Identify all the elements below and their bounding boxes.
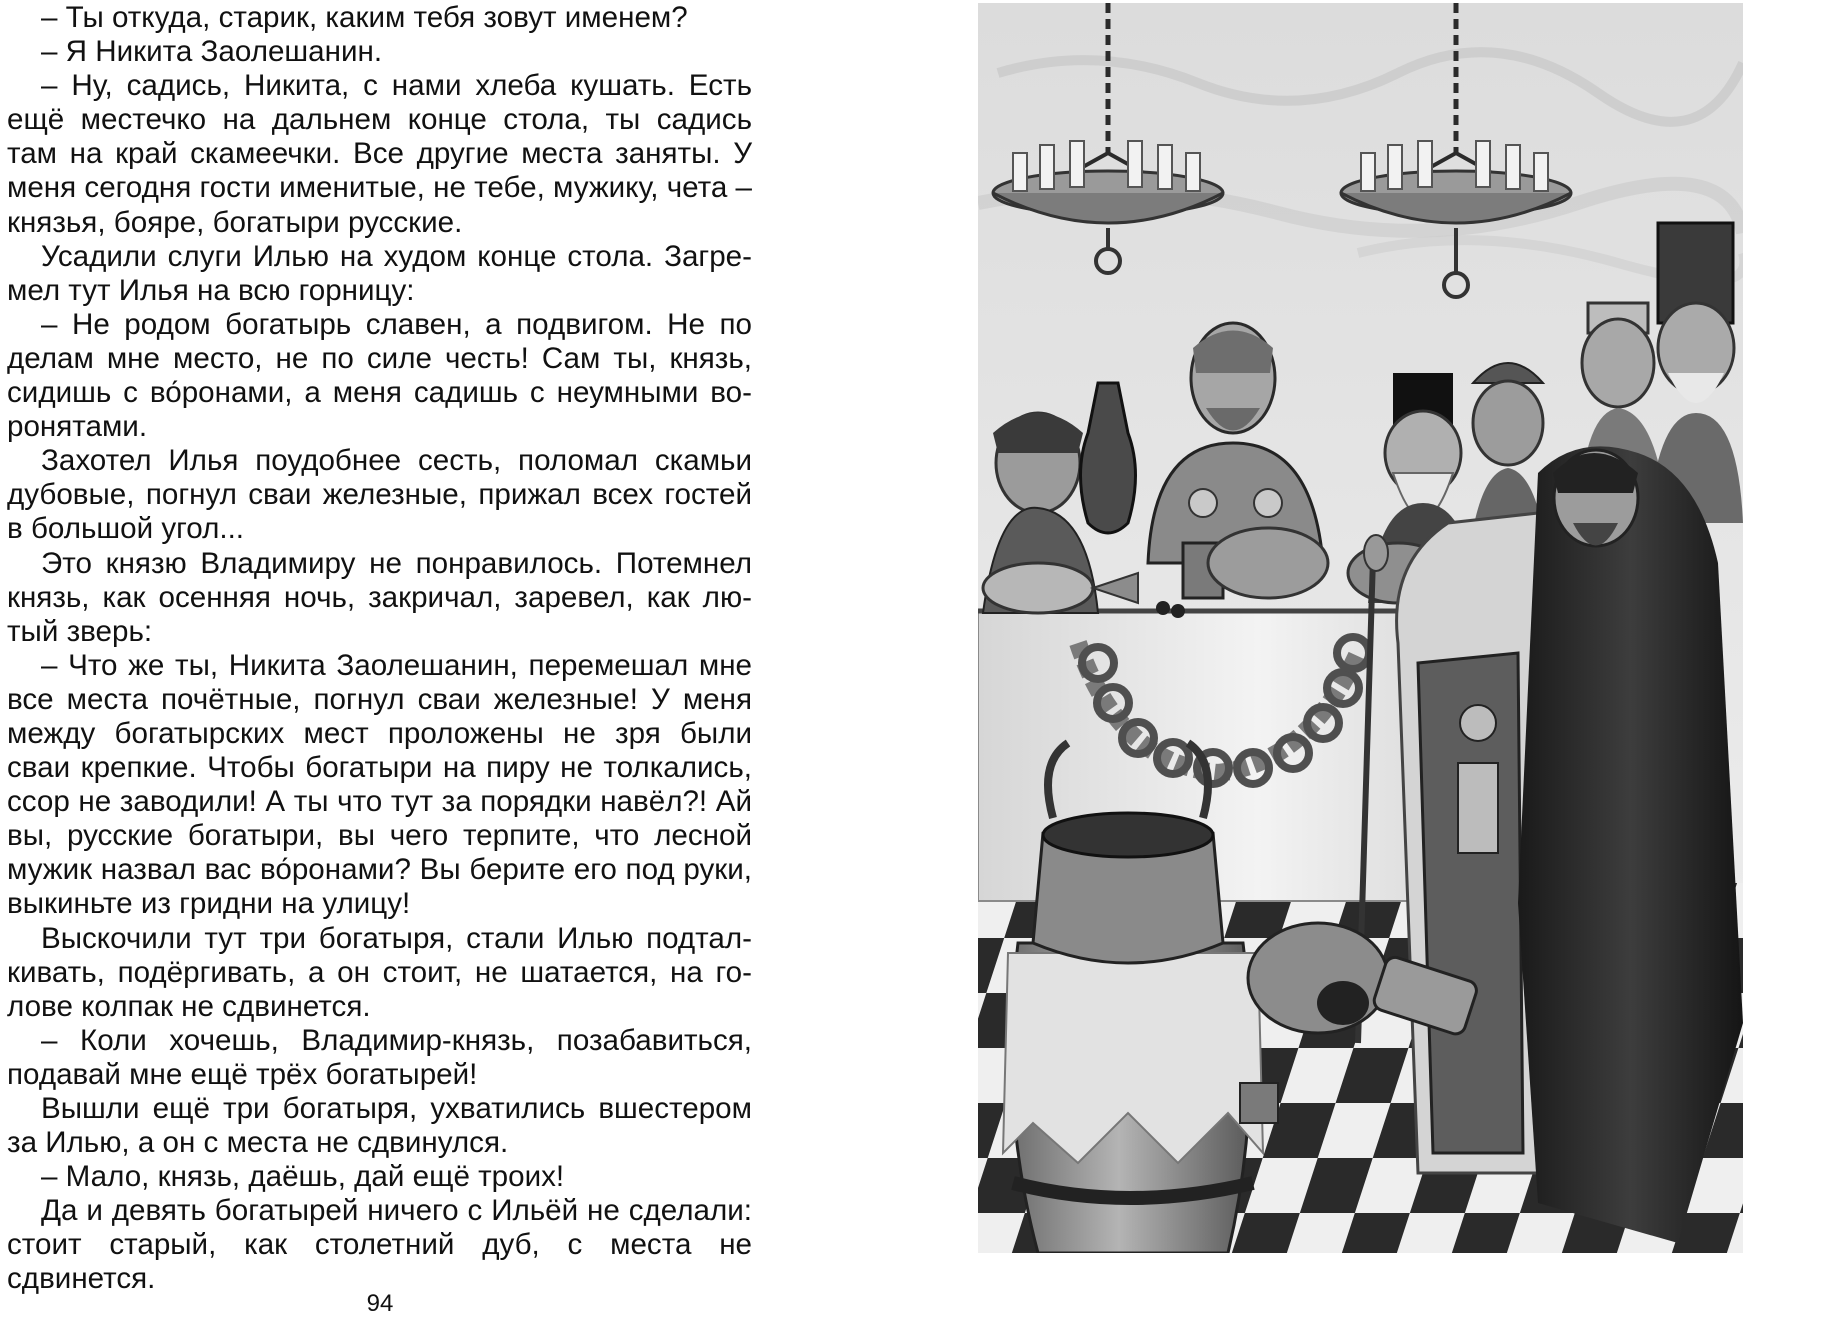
paragraph: Вышли ещё три богатыря, ухватились вшестером за Илью, а он с места не сдвинулся.: [7, 1092, 752, 1160]
paragraph: – Ну, садись, Никита, с нами хлеба кушать. Есть ещё местечко на дальнем конце стола, ты садись там на край скамеечки. Все другие места заняты. У меня сегодня гости именитые, не тебе, мужику, чета – князья, бояре, богатыри русские.: [7, 69, 752, 239]
left-page: [0, 0, 900, 1320]
paragraph: Усадили слуги Илью на худом конце стола. Загремел тут Илья на всю горницу:: [7, 239, 752, 307]
paragraph: – Мало, князь, даёшь, дай ещё троих!: [41, 1160, 565, 1194]
feast-illustration-svg: [978, 3, 1743, 1253]
paragraph: – Коли хочешь, Владимир-князь, позабавиться, подавай мне ещё трёх богатырей!: [7, 1023, 752, 1091]
paragraph: Выскочили тут три богатыря, стали Илью подталкивать, подёргивать, а он стоит, не шатается, на голове колпак не сдвинется.: [7, 921, 752, 1023]
page-number: 94: [366, 1290, 394, 1317]
paragraph: Это князю Владимиру не понравилось. Потемнел князь, как осенняя ночь, закричал, заревел, как лютый зверь:: [7, 546, 752, 648]
paragraph: Да и девять богатырей ничего с Ильёй не сделали: стоит старый, как столетний дуб, с места не сдвинется.: [7, 1194, 752, 1296]
paragraph: – Я Никита Заолешанин.: [41, 35, 383, 69]
paragraph: – Ты откуда, старик, каким тебя зовут именем?: [41, 1, 688, 34]
prince-vladimir: [1358, 446, 1743, 1243]
feast-illustration: [978, 3, 1743, 1253]
paragraph: – Не родом богатырь славен, а подвигом. Не по делам мне место, не по силе честь! Сам ты, князь, сидишь с во́ронами, а меня садишь с неумными воронятами.: [7, 307, 752, 444]
story-text: [7, 1, 752, 1297]
paragraph: – Что же ты, Никита Заолешанин, перемешал мне все места почётные, погнул сваи железные! У меня между богатырских мест проложены не зря были сваи крепкие. Чтобы богатыри на пиру не толкались, ссор не заводили! А ты что тут за порядки навёл?! Ай вы, русские богатыри, вы чего терпите, что лесной мужик назвал вас во́ронами? Вы берите его под руки, выкиньте из гридни на улицу!: [7, 648, 752, 921]
paragraph: Захотел Илья поудобнее сесть, поломал скамьи дубовые, погнул сваи железные, прижал всех гостей в большой угол...: [7, 444, 752, 546]
barrel-tap: [1240, 1083, 1278, 1123]
